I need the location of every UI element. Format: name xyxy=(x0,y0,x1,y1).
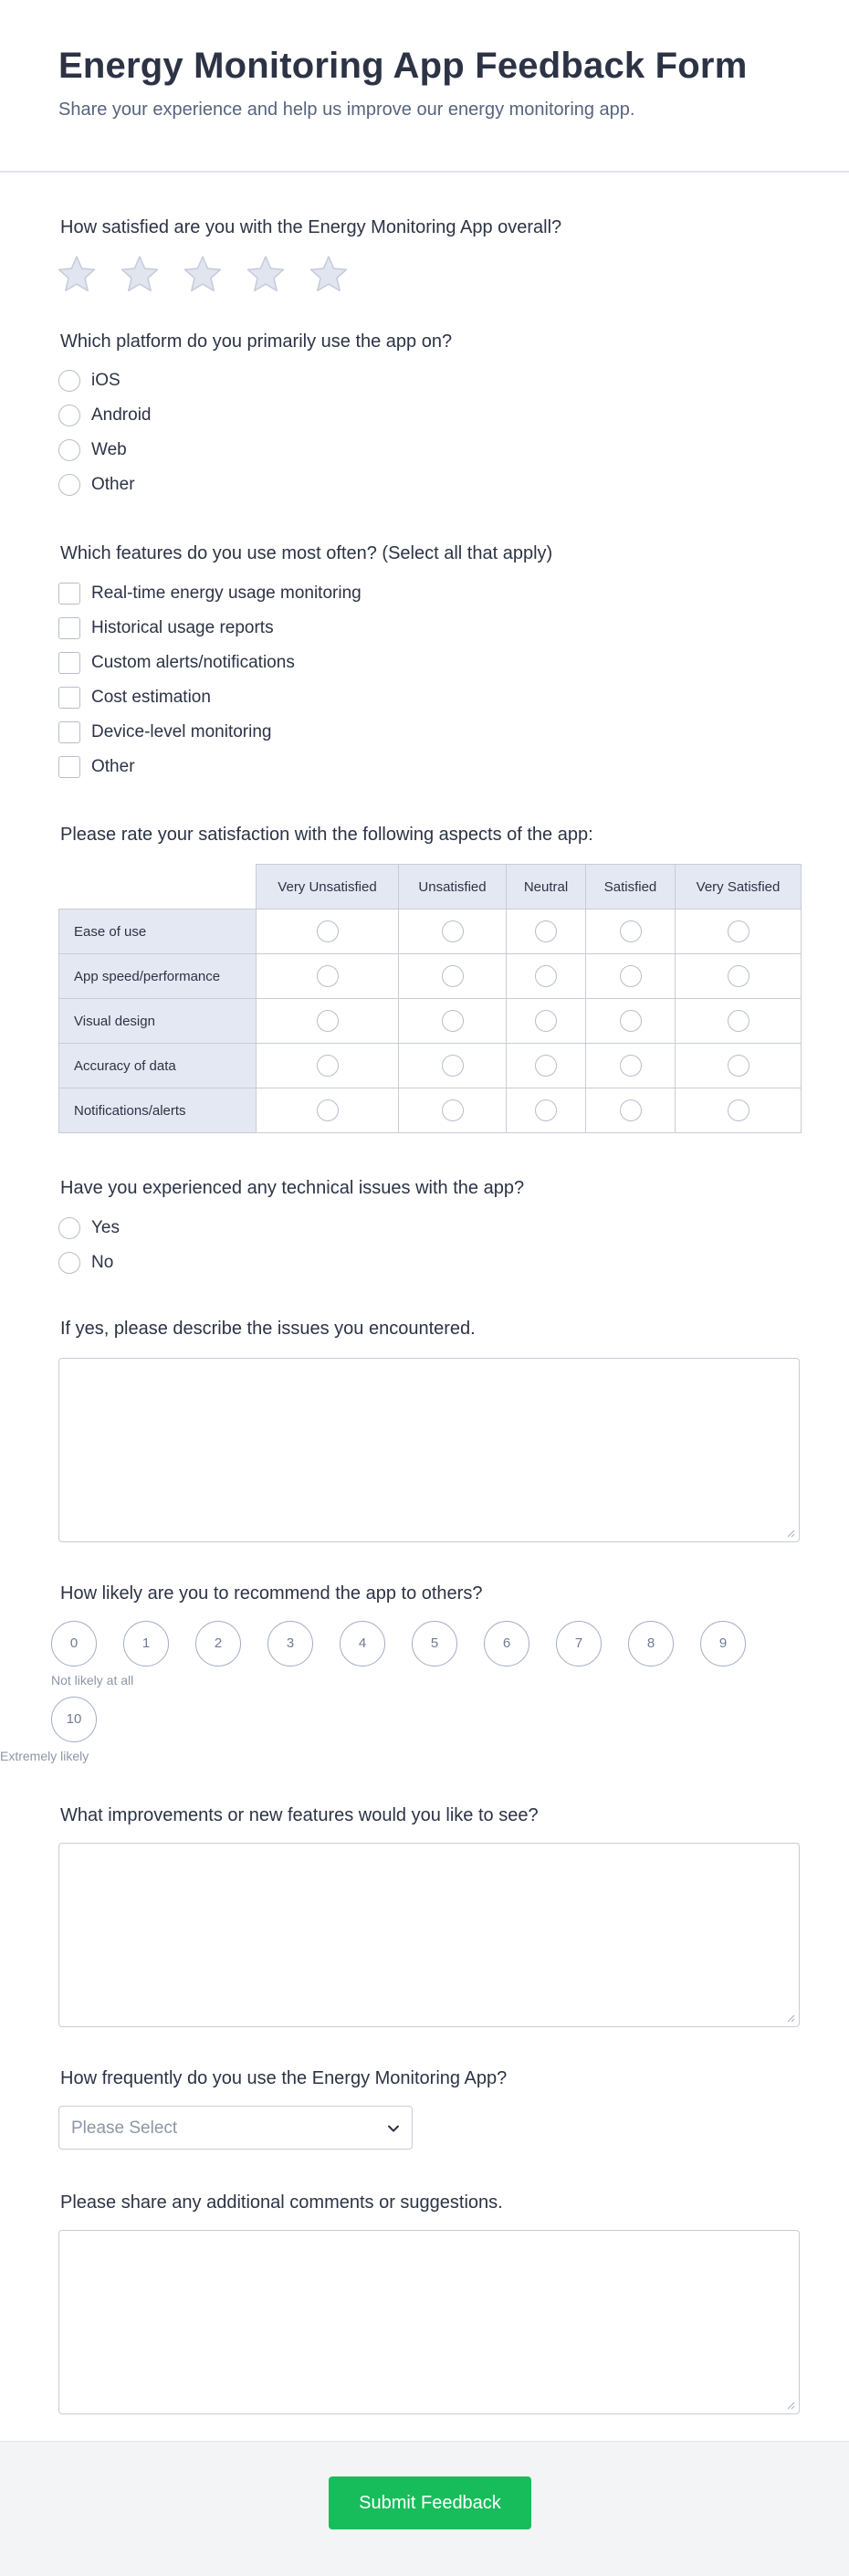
matrix-row-label: App speed/performance xyxy=(59,954,257,999)
matrix-column-header: Very Satisfied xyxy=(676,865,802,909)
feature-option-realtime[interactable] xyxy=(58,576,362,611)
scale-option-3[interactable]: 3 xyxy=(267,1621,313,1667)
radio-button[interactable] xyxy=(58,1252,80,1274)
matrix-column-header: Satisfied xyxy=(586,865,676,909)
scale-option-6[interactable]: 6 xyxy=(484,1621,529,1667)
platform-options xyxy=(58,363,152,502)
option-label: Custom alerts/notifications xyxy=(91,653,295,672)
form-subtitle: Share your experience and help us improve our energy monitoring app. xyxy=(58,100,635,120)
issues-option-no[interactable] xyxy=(58,1246,120,1280)
checkbox[interactable] xyxy=(58,756,80,778)
matrix-radio[interactable] xyxy=(442,1055,464,1077)
matrix-radio[interactable] xyxy=(535,965,557,987)
matrix-radio[interactable] xyxy=(317,1055,339,1077)
satisfaction-question-label: How satisfied are you with the Energy Monitoring App overall? xyxy=(60,217,562,237)
improvements-question-label: What improvements or new features would you like to see? xyxy=(60,1805,539,1825)
describe-question-label: If yes, please describe the issues you encountered. xyxy=(60,1319,476,1339)
scale-option-10[interactable]: 10 xyxy=(51,1697,97,1742)
matrix-radio[interactable] xyxy=(317,920,339,942)
resize-grip-icon[interactable] xyxy=(786,2401,795,2410)
scale-option-1[interactable]: 1 xyxy=(123,1621,169,1667)
scale-option-8[interactable]: 8 xyxy=(628,1621,674,1667)
matrix-row-label: Accuracy of data xyxy=(59,1044,257,1088)
star-icon[interactable] xyxy=(246,254,286,294)
matrix-radio[interactable] xyxy=(620,1099,642,1121)
submit-button[interactable]: Submit Feedback xyxy=(329,2476,531,2529)
matrix-column-header: Unsatisfied xyxy=(399,865,507,909)
matrix-radio[interactable] xyxy=(442,1010,464,1032)
features-question-label: Which features do you use most often? (Select all that apply) xyxy=(60,543,553,563)
matrix-row xyxy=(59,909,802,954)
option-label: Web xyxy=(91,440,127,459)
comments-textarea[interactable] xyxy=(58,2230,800,2414)
satisfaction-matrix xyxy=(58,864,802,1133)
matrix-row xyxy=(59,999,802,1044)
issues-option-yes[interactable] xyxy=(58,1211,120,1246)
matrix-radio[interactable] xyxy=(620,920,642,942)
matrix-row-label: Notifications/alerts xyxy=(59,1088,257,1133)
scale-high-label: Extremely likely xyxy=(0,1749,89,1763)
radio-button[interactable] xyxy=(58,405,80,426)
option-label: Historical usage reports xyxy=(91,618,274,637)
resize-grip-icon[interactable] xyxy=(786,2013,795,2023)
matrix-radio[interactable] xyxy=(728,1099,749,1121)
improvements-textarea[interactable] xyxy=(58,1843,800,2027)
platform-option-ios[interactable] xyxy=(58,363,152,398)
option-label: Other xyxy=(91,757,135,776)
select-placeholder: Please Select xyxy=(71,2119,178,2138)
radio-button[interactable] xyxy=(58,474,80,496)
feature-option-historical[interactable] xyxy=(58,611,362,646)
issues-options xyxy=(58,1211,120,1280)
matrix-radio[interactable] xyxy=(442,1099,464,1121)
matrix-radio[interactable] xyxy=(535,920,557,942)
matrix-radio[interactable] xyxy=(728,1055,749,1077)
platform-option-android[interactable] xyxy=(58,398,152,433)
form-header xyxy=(0,0,849,173)
matrix-column-header: Neutral xyxy=(507,865,586,909)
matrix-radio[interactable] xyxy=(620,1010,642,1032)
scale-option-9[interactable]: 9 xyxy=(700,1621,746,1667)
feature-option-other[interactable] xyxy=(58,750,362,784)
describe-textarea[interactable] xyxy=(58,1358,800,1542)
scale-low-label: Not likely at all xyxy=(51,1673,134,1688)
option-label: Real-time energy usage monitoring xyxy=(91,584,362,603)
matrix-row xyxy=(59,954,802,999)
star-icon[interactable] xyxy=(309,254,349,294)
option-label: iOS xyxy=(91,371,121,390)
matrix-row xyxy=(59,1044,802,1088)
matrix-question-label: Please rate your satisfaction with the following aspects of the app: xyxy=(60,825,593,845)
radio-button[interactable] xyxy=(58,1217,80,1239)
matrix-radio[interactable] xyxy=(442,920,464,942)
feature-option-alerts[interactable] xyxy=(58,646,362,680)
matrix-radio[interactable] xyxy=(535,1099,557,1121)
frequency-select[interactable] xyxy=(58,2106,413,2150)
checkbox[interactable] xyxy=(58,721,80,743)
checkbox[interactable] xyxy=(58,617,80,639)
matrix-radio[interactable] xyxy=(620,965,642,987)
radio-button[interactable] xyxy=(58,370,80,392)
scale-option-2[interactable]: 2 xyxy=(195,1621,241,1667)
radio-button[interactable] xyxy=(58,439,80,461)
checkbox[interactable] xyxy=(58,687,80,709)
matrix-radio[interactable] xyxy=(728,920,749,942)
matrix-radio[interactable] xyxy=(728,1010,749,1032)
option-label: Device-level monitoring xyxy=(91,722,272,741)
matrix-radio[interactable] xyxy=(317,965,339,987)
matrix-radio[interactable] xyxy=(317,1099,339,1121)
star-rating[interactable] xyxy=(57,254,372,294)
matrix-row-label: Visual design xyxy=(59,999,257,1044)
star-icon[interactable] xyxy=(57,254,97,294)
matrix-column-header: Very Unsatisfied xyxy=(257,865,399,909)
feature-option-cost[interactable] xyxy=(58,680,362,715)
option-label: No xyxy=(91,1253,114,1272)
option-label: Cost estimation xyxy=(91,688,211,707)
recommend-question-label: How likely are you to recommend the app to others? xyxy=(60,1583,483,1603)
star-icon[interactable] xyxy=(183,254,223,294)
platform-option-web[interactable] xyxy=(58,433,152,468)
option-label: Yes xyxy=(91,1218,120,1237)
platform-question-label: Which platform do you primarily use the app on? xyxy=(60,331,453,352)
features-options xyxy=(58,576,362,784)
matrix-radio[interactable] xyxy=(535,1010,557,1032)
option-label: Other xyxy=(91,475,135,494)
checkbox[interactable] xyxy=(58,652,80,674)
matrix-radio[interactable] xyxy=(442,965,464,987)
form-title: Energy Monitoring App Feedback Form xyxy=(58,46,748,86)
form-footer xyxy=(0,2441,849,2576)
matrix-radio[interactable] xyxy=(317,1010,339,1032)
resize-grip-icon[interactable] xyxy=(786,1529,795,1538)
checkbox[interactable] xyxy=(58,583,80,605)
matrix-row-label: Ease of use xyxy=(59,909,257,954)
star-icon[interactable] xyxy=(120,254,160,294)
platform-option-other[interactable] xyxy=(58,468,152,502)
matrix-radio[interactable] xyxy=(728,965,749,987)
scale-option-4[interactable]: 4 xyxy=(340,1621,385,1667)
chevron-down-icon xyxy=(386,2121,401,2136)
scale-option-0[interactable]: 0 xyxy=(51,1621,97,1667)
comments-question-label: Please share any additional comments or suggestions. xyxy=(60,2192,503,2213)
feature-option-device[interactable] xyxy=(58,715,362,750)
scale-option-5[interactable]: 5 xyxy=(412,1621,457,1667)
issues-question-label: Have you experienced any technical issues with the app? xyxy=(60,1178,525,1198)
scale-option-7[interactable]: 7 xyxy=(556,1621,602,1667)
frequency-question-label: How frequently do you use the Energy Monitoring App? xyxy=(60,2068,508,2088)
matrix-row xyxy=(59,1088,802,1133)
matrix-radio[interactable] xyxy=(535,1055,557,1077)
matrix-radio[interactable] xyxy=(620,1055,642,1077)
option-label: Android xyxy=(91,405,152,425)
